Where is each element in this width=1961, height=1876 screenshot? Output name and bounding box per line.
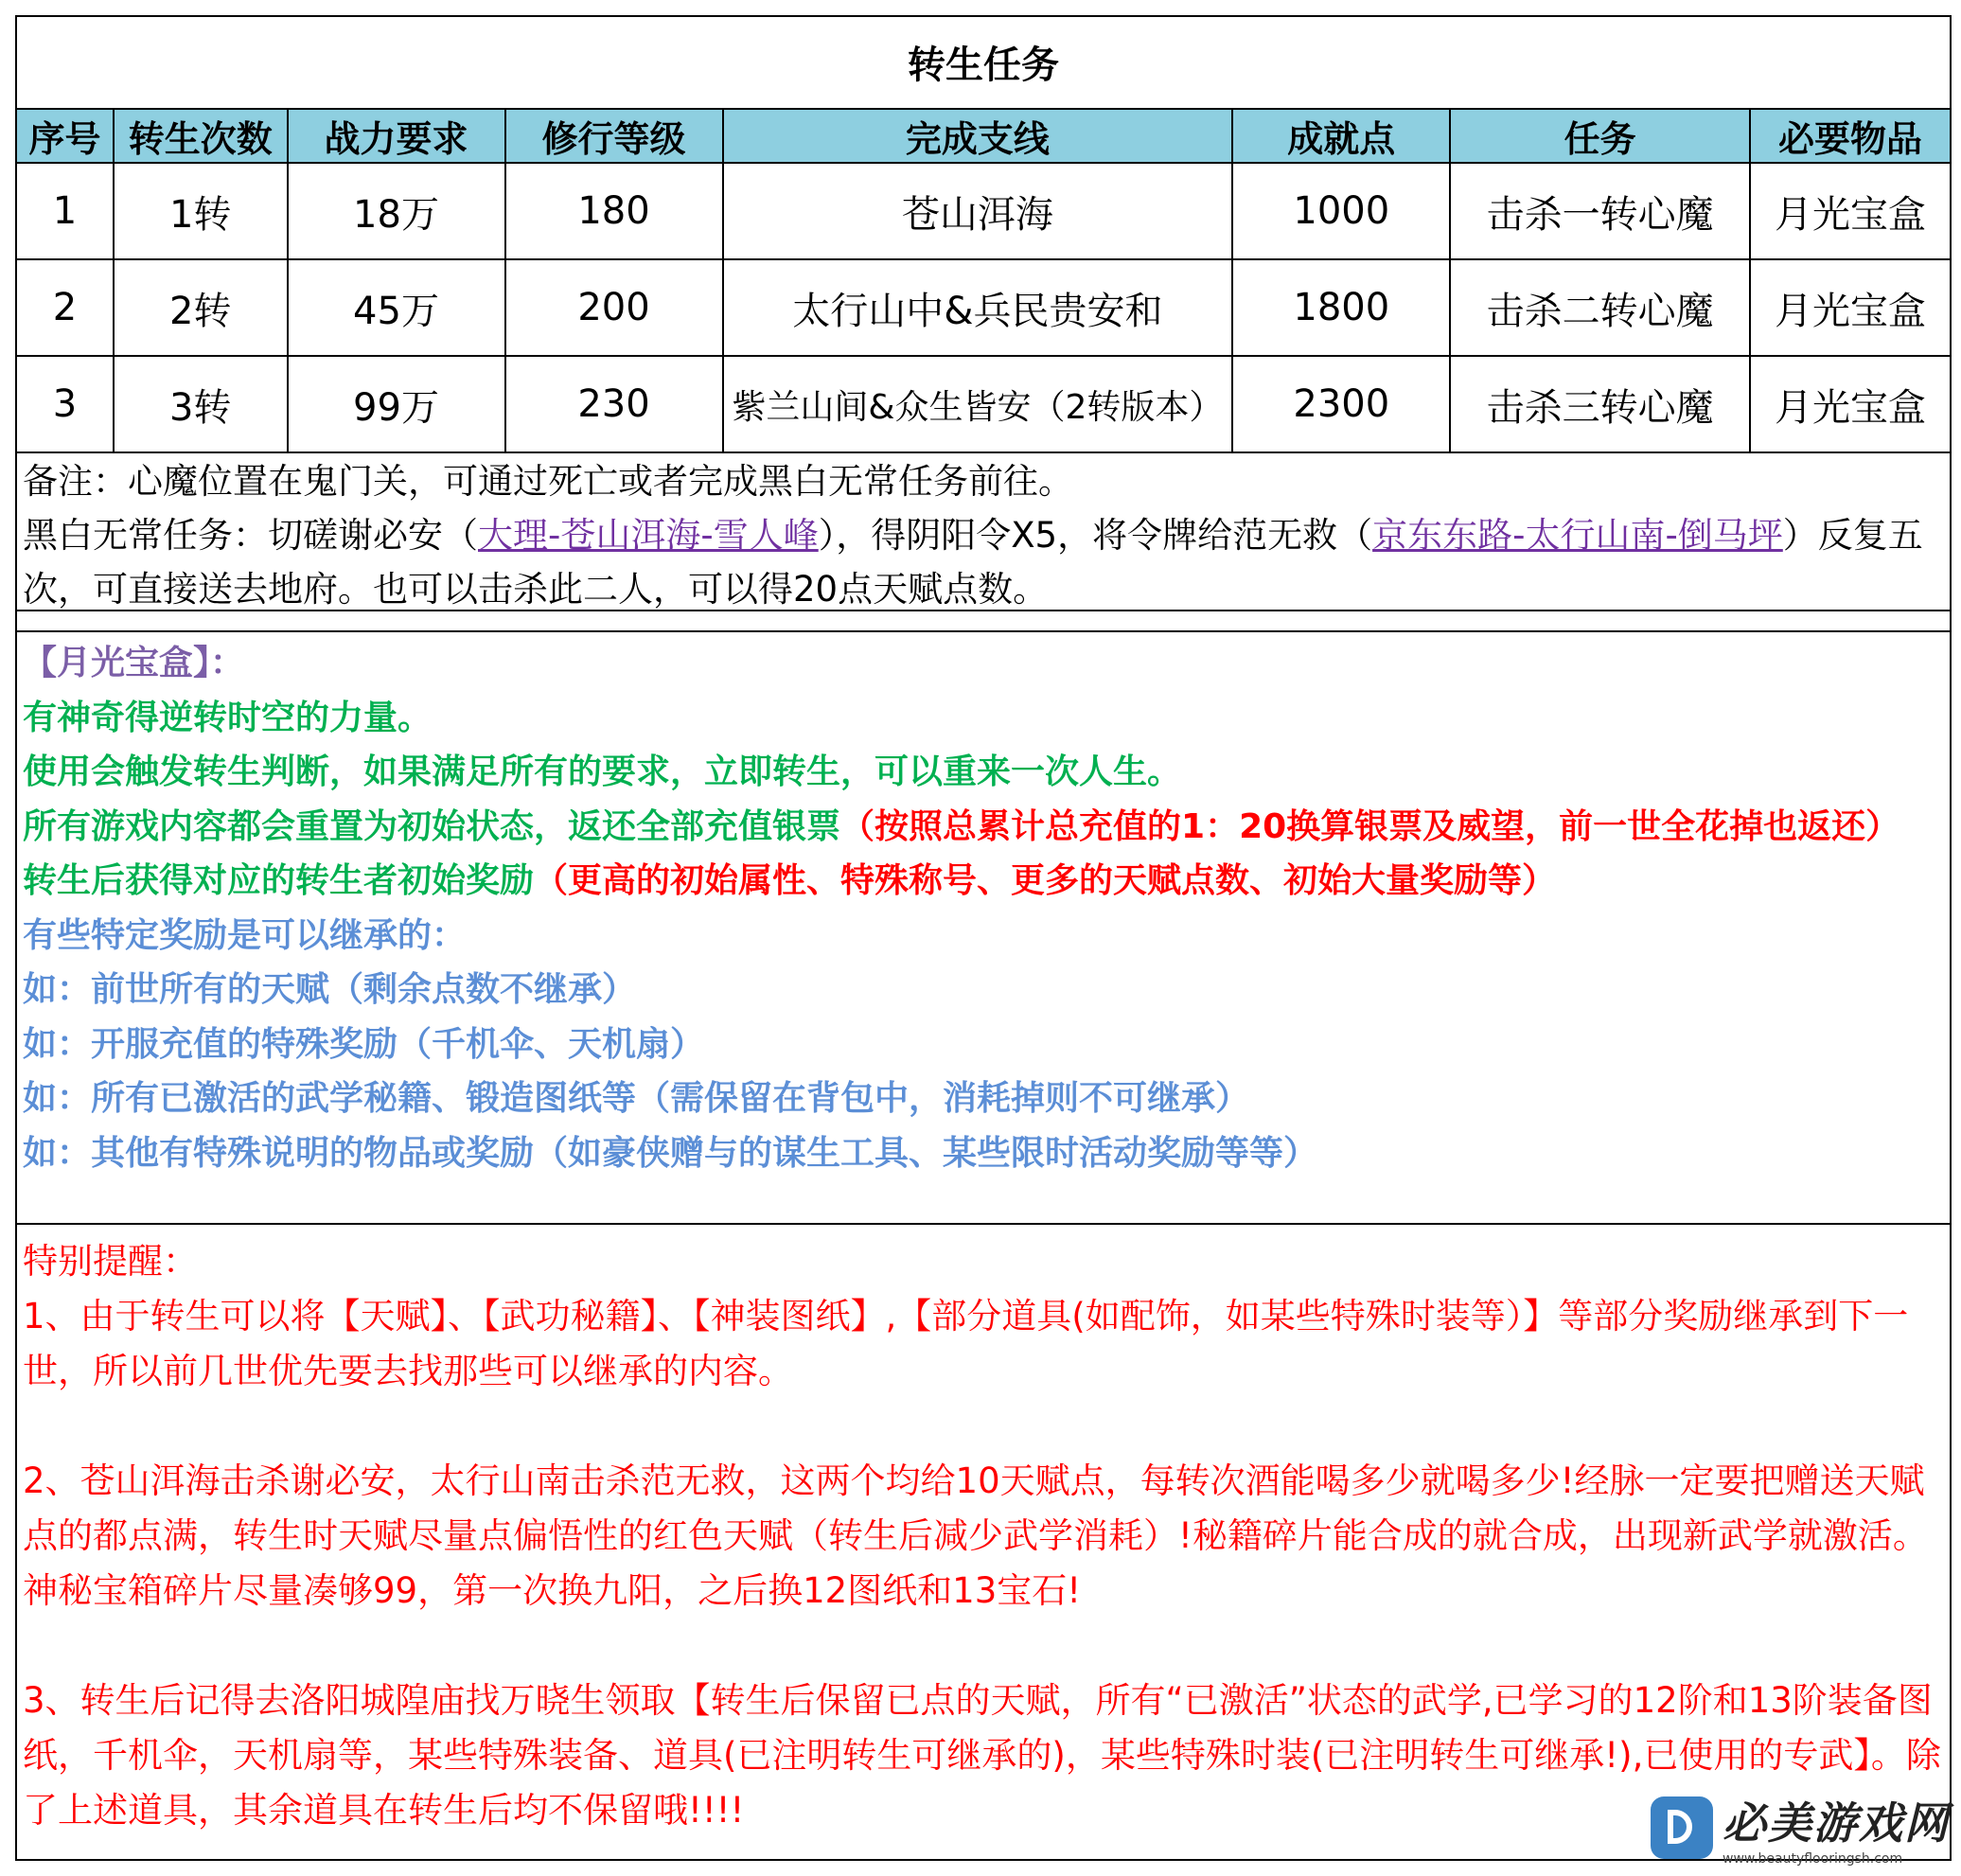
location-link-jingdong[interactable]: 京东东路-太行山南-倒马坪 xyxy=(1372,515,1783,556)
rebirth-table xyxy=(15,108,1952,453)
col-header-rebirth-count: 转生次数 xyxy=(114,109,288,163)
table-cell: 180 xyxy=(505,163,723,259)
table-cell: 99万 xyxy=(288,356,505,452)
box-line: 如：所有已激活的武学秘籍、锻造图纸等（需保留在背包中，消耗掉则不可继承） xyxy=(23,1079,1250,1118)
table-cell: 1000 xyxy=(1232,163,1450,259)
table-cell: 击杀三转心魔 xyxy=(1450,356,1750,452)
box-line: 使用会触发转生判断，如果满足所有的要求，立即转生，可以重来一次人生。 xyxy=(23,752,1182,791)
notes-section xyxy=(15,447,1952,611)
location-link-daili[interactable]: 大理-苍山洱海-雪人峰 xyxy=(478,515,819,556)
table-row xyxy=(16,259,1951,356)
box-line: 如：开服充值的特殊奖励（千机伞、天机扇） xyxy=(23,1024,705,1064)
box-text: （按照总累计总充值的1：20换算银票及威望，前一世全花掉也返还） xyxy=(840,806,1900,846)
box-line xyxy=(23,800,1944,855)
box-line: 如：前世所有的天赋（剩余点数不继承） xyxy=(23,970,637,1009)
box-text: （更高的初始属性、特殊称号、更多的天赋点数、初始大量奖励等） xyxy=(534,861,1557,900)
page-title: 转生任务 xyxy=(15,15,1952,110)
table-cell: 230 xyxy=(505,356,723,452)
watermark xyxy=(1651,1789,1950,1867)
table-cell: 18万 xyxy=(288,163,505,259)
table-cell: 月光宝盒 xyxy=(1750,163,1951,259)
table-cell: 2转 xyxy=(114,259,288,356)
col-header-item: 必要物品 xyxy=(1750,109,1951,163)
table-row xyxy=(16,163,1951,259)
table-cell: 月光宝盒 xyxy=(1750,356,1951,452)
box-line: 有些特定奖励是可以继承的： xyxy=(23,915,467,955)
table-cell: 击杀二转心魔 xyxy=(1450,259,1750,356)
notes-line xyxy=(23,508,1944,616)
box-text: 所有游戏内容都会重置为初始状态，返还全部充值银票 xyxy=(23,806,841,846)
box-line: 如：其他有特殊说明的物品或奖励（如豪侠赠与的谋生工具、某些限时活动奖励等等） xyxy=(23,1133,1318,1173)
table-cell: 1800 xyxy=(1232,259,1450,356)
table-cell: 2300 xyxy=(1232,356,1450,452)
table-cell: 月光宝盒 xyxy=(1750,259,1951,356)
table-cell: 1 xyxy=(16,163,114,259)
reminder-section xyxy=(15,1229,1952,1853)
notes-text: ），得阴阳令X5，将令牌给范无救（ xyxy=(818,515,1373,556)
col-header-index: 序号 xyxy=(16,109,114,163)
col-header-power: 战力要求 xyxy=(288,109,505,163)
table-cell: 1转 xyxy=(114,163,288,259)
table-header-row xyxy=(16,109,1951,163)
table-cell: 3 xyxy=(16,356,114,452)
section-heading: 特别提醒： xyxy=(23,1241,198,1282)
col-header-level: 修行等级 xyxy=(505,109,723,163)
table-cell: 紫兰山间&众生皆安（2转版本） xyxy=(723,356,1233,452)
table-cell: 击杀一转心魔 xyxy=(1450,163,1750,259)
box-line xyxy=(23,854,1944,909)
b-logo-icon xyxy=(1651,1796,1713,1859)
table-cell: 太行山中&兵民贵安和 xyxy=(723,259,1233,356)
col-header-branch: 完成支线 xyxy=(723,109,1233,163)
table-cell: 45万 xyxy=(288,259,505,356)
watermark-name: 必美游戏网 xyxy=(1722,1797,1950,1849)
section-heading: 【月光宝盒】： xyxy=(23,644,245,682)
table-cell: 苍山洱海 xyxy=(723,163,1233,259)
table-cell: 2 xyxy=(16,259,114,356)
spacer xyxy=(23,1399,1944,1454)
table-cell: 200 xyxy=(505,259,723,356)
col-header-task: 任务 xyxy=(1450,109,1750,163)
watermark-text xyxy=(1722,1789,1950,1867)
reminder-paragraph: 3、转生后记得去洛阳城隍庙找万晓生领取【转生后保留已点的天赋，所有“已激活”状态的武学,已学习的12阶和13阶装备图纸，千机伞，天机扇等，某些特殊装备、道具(已注明转生可继承的)，某些特殊时装(已注明转生可继承!),已使用的专武】。除了上述道具，其余道具在转生后均不保留哦!!!! xyxy=(23,1680,1941,1831)
reminder-paragraph: 1、由于转生可以将【天赋】、【武功秘籍】、【神装图纸】,【部分道具(如配饰，如某些特殊时装等）】等部分奖励继承到下一世，所以前几世优先要去找那些可以继承的内容。 xyxy=(23,1296,1909,1391)
box-line: 有神奇得逆转时空的力量。 xyxy=(23,698,433,737)
notes-line: 备注：心魔位置在鬼门关，可通过死亡或者完成黑白无常任务前往。 xyxy=(23,461,1073,502)
table-cell: 3转 xyxy=(114,356,288,452)
box-text: 转生后获得对应的转生者初始奖励 xyxy=(23,861,535,900)
reminder-paragraph: 2、苍山洱海击杀谢必安，太行山南击杀范无救，这两个均给10天赋点，每转次酒能喝多少就喝多少!经脉一定要把赠送天赋点的都点满，转生时天赋尽量点偏悟性的红色天赋（转生后减少武学消耗）!秘籍碎片能合成的就合成，出现新武学就激活。神秘宝箱碎片尽量凑够99，第一次换九阳，之后换12图纸和13宝石! xyxy=(23,1460,1928,1611)
table-row xyxy=(16,356,1951,452)
col-header-achievement: 成就点 xyxy=(1232,109,1450,163)
watermark-url: www.beautyflooringsh.com xyxy=(1722,1851,1903,1867)
spacer xyxy=(23,1619,1944,1673)
moonlight-box-section xyxy=(15,630,1952,1225)
notes-text: ）反复五次，可直接送去地府。也可以击杀此二人，可以得20点天赋点数。 xyxy=(23,515,1923,610)
notes-text: 黑白无常任务：切磋谢必安（ xyxy=(23,515,478,556)
